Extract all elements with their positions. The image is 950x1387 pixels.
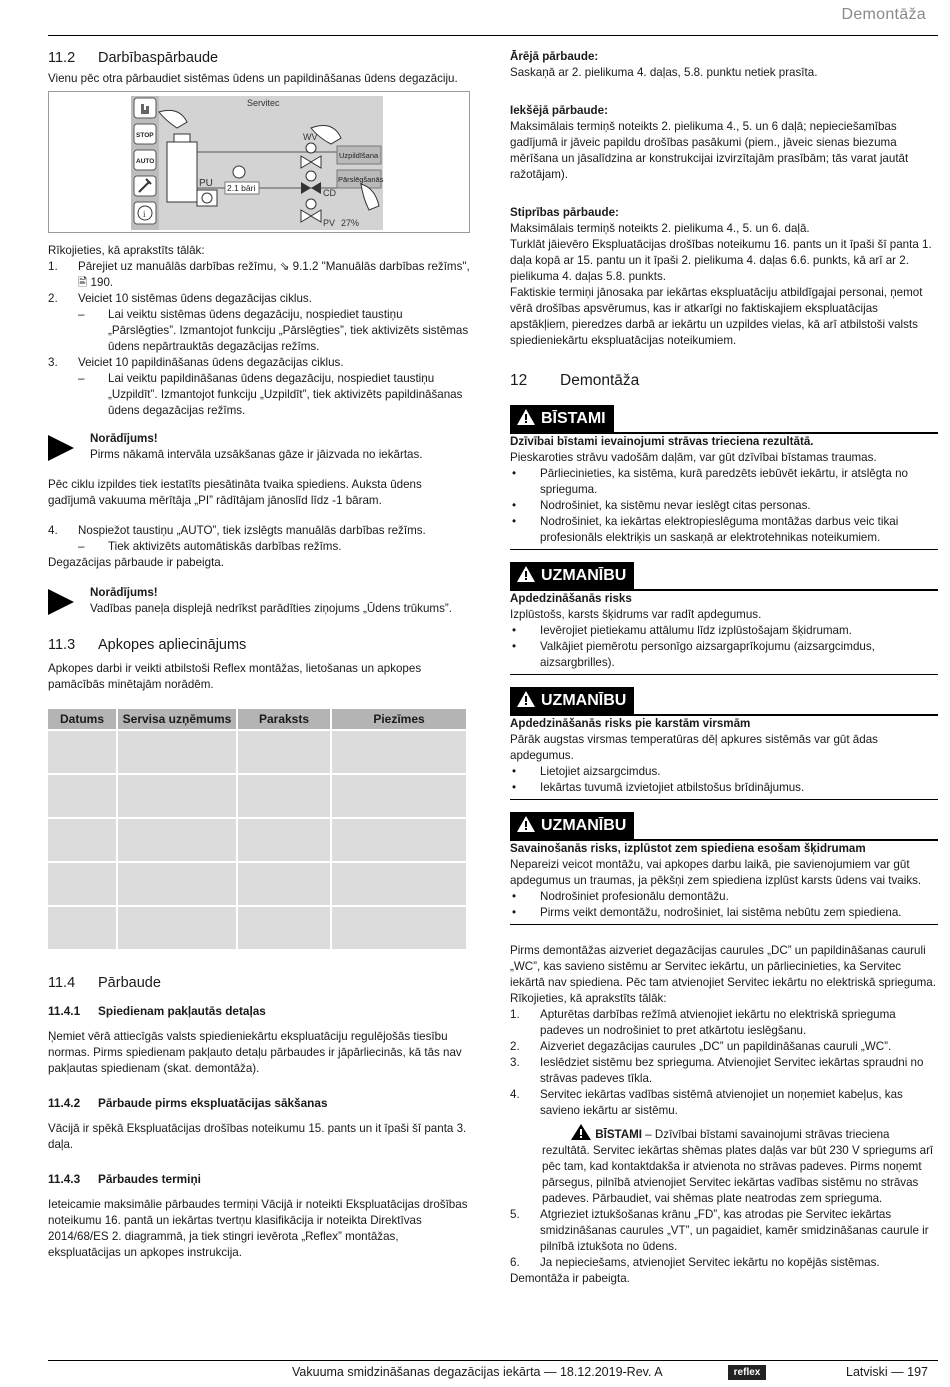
strength-check-text-1: Maksimālais termiņš noteikts 2. pielikuma 4., 5. un 6. daļā. — [510, 222, 810, 235]
section-11-3-heading: 11.3 Apkopes apliecinājums — [48, 637, 247, 653]
dismantling-follow: Rīkojieties, kā aprakstīts tālāk: — [510, 992, 667, 1005]
col-date: Datums — [48, 709, 116, 729]
service-certificate-table — [46, 707, 468, 951]
section-11-4-1-heading: 11.4.1 Spiedienam pakļautās detaļas — [48, 1004, 266, 1018]
note-2: Norādījums! Vadības paneļa displejā nedrīkst parādīties ziņojums „Ūdens trūkums”. — [48, 585, 470, 617]
col-signature: Paraksts — [238, 709, 330, 729]
follow-instruction: Rīkojieties, kā aprakstīts tālāk: — [48, 244, 205, 257]
warning-triangle-icon — [516, 815, 536, 833]
section-11-4-3-text: Ieteicamie maksimālie pārbaudes termiņi Vācijā ir noteikti Ekspluatācijas drošības noteikumu 16. pantā un iekārtas tvertņu klasifikācija ir noteikta Direktīvas 2014/68/ES 2. diagrammā, ja tiek stingri ievērota „Reflex” montāžas, ekspluatācijas un apkopes instrukcija. — [48, 1198, 468, 1259]
table-row — [48, 863, 466, 905]
caution-box-hot-surface: UZMANĪBU Apdedzināšanās risks pie karstām virsmām Pārāk augstas virsmas temperatūras dēļ apkures sistēmās var gūt ādas apdegumus. • Lietojiet aizsargcimdus. • Iekārtas tuvumā izvietojiet atbilstošus brīdinājumus. — [510, 687, 938, 800]
step-2: 2. Veiciet 10 sistēmas ūdens degazācijas ciklus. — [48, 292, 312, 305]
col-company: Servisa uzņēmums — [118, 709, 236, 729]
note-arrow-icon — [48, 435, 74, 461]
svg-text:WV: WV — [303, 132, 318, 142]
fill-button — [337, 146, 381, 164]
dismantling-intro: Pirms demontāžas aizveriet degazācijas caurules „DC” un papildināšanas cauruli „WC”, kas savieno sistēmu ar Servitec iekārtu, un pārliecinieties, ka Servitec iekārtā nav spiediena. Pēc tam atvienojiet Servitec iekārtu no elektriskā sprieguma. — [510, 944, 936, 989]
after-cycles-text: Pēc ciklu izpildes tiek iestatīts piesātināta tvaika spiediens. Auksta ūdens gadījumā vakuuma mērītāja „PI” rādītājam jānoslīd līdz -1 bāram. — [48, 478, 422, 507]
dismantle-step-5: 5. Atgrieziet iztukšošanas krānu „FD”, kas atrodas pie Servitec iekārtas smidzināšanas caurules „VT”, un pagaidiet, kamēr smidzināšanas caurule ir pilnībā iztukšota no ūdens. — [510, 1208, 929, 1253]
warning-triangle-icon — [516, 690, 536, 708]
left-column — [48, 40, 470, 1261]
reflex-logo: reflex — [728, 1365, 766, 1380]
section-11-4-1-text: Ņemiet vērā attiecīgās valsts spiedieniekārtu ekspluatāciju regulējošās tiesību normas. Pirms spiedienam pakļauto detaļu pārbaudes ir jāpārliecinās, kā tās nav pakļautas spiedienam (skat. demontāža). — [48, 1030, 462, 1075]
list-item: • Nodrošiniet, ka sistēmu nevar ieslēgt citas personas. — [512, 499, 811, 512]
page-number: 197 — [907, 1365, 929, 1379]
panel-illustration — [49, 92, 469, 232]
section-11-4-2-heading: 11.4.2 Pārbaude pirms ekspluatācijas sākšanas — [48, 1096, 328, 1110]
stop-icon — [134, 124, 156, 144]
servitec-panel-figure — [48, 91, 470, 233]
list-item: • Lietojiet aizsargcimdus. — [512, 765, 661, 778]
note-1: Norādījums! Pirms nākamā intervāla uzsākšanas gāze ir jāizvada no iekārtas. — [48, 431, 470, 463]
list-item: • Pārliecinieties, ka sistēma, kurā paredzēts iebūvēt iekārtu, ir atslēgta no sprieguma. — [512, 467, 908, 496]
svg-text:STOP: STOP — [136, 132, 154, 139]
step-1: 1. Pārejiet uz manuālās darbības režīmu, ⇘ 9.1.2 "Manuālās darbības režīms", 🖹 190. — [48, 260, 470, 289]
table-row — [48, 775, 466, 817]
svg-text:PU: PU — [199, 178, 213, 189]
footer-language: Latviski — 197 — [846, 1365, 929, 1379]
table-row — [48, 819, 466, 861]
external-check-title: Ārējā pārbaude: — [510, 50, 599, 63]
svg-text:27%: 27% — [341, 218, 360, 228]
dismantling-steps — [510, 1007, 938, 1271]
wrench-icon — [134, 176, 156, 196]
section-11-2-intro: Vienu pēc otra pārbaudiet sistēmas ūdens un papildināšanas ūdens degazāciju. — [48, 72, 458, 85]
danger-badge: BĪSTAMI — [510, 405, 614, 432]
right-column — [510, 40, 938, 1287]
svg-text:Pārslēgšanās: Pārslēgšanās — [338, 175, 384, 184]
list-item: • Nodrošiniet profesionālu demontāžu. — [512, 890, 729, 903]
section-11-3-text: Apkopes darbi ir veikti atbilstoši Reflex montāžas, lietošanas un apkopes pamācībās minētajām norādēm. — [48, 662, 422, 691]
warning-triangle-icon — [516, 565, 536, 583]
internal-check-text: Maksimālais termiņš noteikts 2. pielikuma 4., 5. un 6 daļā; nepieciešamības gadījumā ir jāveic papildu drošības pasākumi (piem., jāveic sienas biezuma mērīšana un jāsalīdzina ar konstrukcijai izvirzītajām prasībām; tās varat jautāt ražotājam). — [510, 120, 909, 181]
step-4-sub: – Tiek aktivizēts automātiskās darbības režīms. — [78, 540, 342, 553]
hand-icon — [134, 98, 156, 118]
dismantling-done: Demontāža ir pabeigta. — [510, 1272, 630, 1285]
footer-rule — [48, 1360, 938, 1361]
section-11-4-2-text: Vācijā ir spēkā Ekspluatācijas drošības noteikumu 15. pants un it īpaši šī panta 3. daļa. — [48, 1122, 467, 1151]
external-check-text: Saskaņā ar 2. pielikuma 4. daļas, 5.8. punktu netiek prasīta. — [510, 66, 818, 79]
list-item: • Valkājiet piemērotu personīgo aizsargaprīkojumu (aizsargcimdus, aizsargbrilles). — [512, 640, 875, 669]
col-notes: Piezīmes — [332, 709, 466, 729]
caution-box-burn: UZMANĪBU Apdedzināšanās risks Izplūstošs, karsts šķidrums var radīt apdegumus. • Ievērojiet pietiekamu attālumu līdz izplūstošajam šķidrumam. • Valkājiet piemērotu personīgo aizsargaprīkojumu (aizsargcimdus, aizsargbrilles). — [510, 562, 938, 675]
step-3-sub: – Lai veiktu papildināšanas ūdens degazāciju, nospiediet taustiņu „Uzpildīt”. Izmantojot funkciju „Uzpildīt”, tiek aktivizēts papildināšanas ūdens degazācijas režīms. — [78, 372, 463, 417]
list-item: • Nodrošiniet, ka iekārtas elektropieslēguma montāžas darbus veic tikai profesionāls elektriķis un saskaņā ar elektrotehnikas noteikumiem. — [512, 515, 899, 544]
section-11-4-heading: 11.4 Pārbaude — [48, 975, 161, 991]
section-12-heading: 12 Demontāža — [510, 372, 640, 389]
caution-box-pressure: UZMANĪBU Savainošanās risks, izplūstot zem spiediena esošam šķidrumam Nepareizi veicot montāžu, vai apkopes darbu laikā, pie savienojumiem var gūt apdegumus un traumas, ja pēkšņi zem spiediena izplūst karsts ūdens vai tvaiks. • Nodrošiniet profesionālu demontāžu. • Pirms veikt demontāžu, nodrošiniet, lai sistēma nebūtu zem spiediena. — [510, 812, 938, 925]
list-item: • Iekārtas tuvumā izvietojiet atbilstošus brīdinājumus. — [512, 781, 805, 794]
strength-check-text-3: Faktiskie termiņi jānosaka par iekārtas ekspluatāciju atbildīgajai personai, ņemot vērā drošības apsvērumus, kas ir atkarīgi no faktiskajiem ekspluatācijas apstākļiem, pieredzes darbā ar iekārtu un uzpildes vielas, kā arī atbilstoši valsts spiedieniekārtu ekspluatācijas noteikumiem. — [510, 286, 923, 347]
pump-icon — [197, 190, 217, 206]
info-icon — [134, 202, 156, 224]
page-header-title: Demontāža — [841, 6, 926, 23]
caution-badge: UZMANĪBU — [510, 562, 634, 589]
warning-triangle-icon — [516, 408, 536, 426]
degassing-done: Degazācijas pārbaude ir pabeigta. — [48, 556, 224, 569]
dismantle-step-2: 2. Aizveriet degazācijas caurules „DC” un papildināšanas cauruli „WC”. — [510, 1040, 892, 1053]
strength-check-text-2: Turklāt jāievēro Ekspluatācijas drošības noteikumu 16. pants un it īpaši šī panta 1. daļa kopā ar 15. pantu un it īpaši 2. pielikuma 4. daļas 6.6. punkts, kā arī ar 2. pielikuma 4. daļas 5.8. punkts. — [510, 238, 932, 283]
dismantle-step-3: 3. Ieslēdziet sistēmu bez sprieguma. Atvienojiet Servitec iekārtas spraudni no strāvas padeves tīkla. — [510, 1056, 924, 1085]
danger-box: BĪSTAMI Dzīvībai bīstami ievainojumi strāvas trieciena rezultātā. Pieskaroties strāvu vadošām daļām, var gūt dzīvībai bīstamas traumas. • Pārliecinieties, ka sistēma, kurā paredzēts iebūvēt iekārtu, ir atslēgta no sprieguma. • Nodrošiniet, ka sistēmu nevar ieslēgt citas personas. • Nodrošiniet, ka iekārtas elektropieslēguma montāžas darbus veic tikai profesionāls elektriķis un saskaņā ar elektrotehnikas noteikumiem. — [510, 405, 938, 550]
step-3: 3. Veiciet 10 papildināšanas ūdens degazācijas ciklus. — [48, 356, 344, 369]
header-rule — [48, 35, 938, 36]
step-2-sub: – Lai veiktu sistēmas ūdens degazāciju, nospiediet taustiņu „Pārslēgties”. Izmantojot funkciju „Pārslēgties”, tiek aktivizēts sistēmas ūdens nepārtrauktās degazācijas režīms. — [78, 308, 469, 353]
test-steps — [48, 259, 470, 307]
footer-doc-title: Vakuuma smidzināšanas degazācijas iekārta — 18.12.2019-Rev. A — [292, 1365, 663, 1379]
svg-text:CD: CD — [323, 188, 336, 198]
section-11-4-3-heading: 11.4.3 Pārbaudes termiņi — [48, 1172, 201, 1186]
svg-text:Uzpildīšana: Uzpildīšana — [339, 151, 379, 160]
table-row — [48, 907, 466, 949]
inline-danger-note: BĪSTAMI – Dzīvībai bīstami savainojumi strāvas trieciena rezultātā. Servitec iekārtas shēmas plates daļās var būt 230 V spriegums arī pēc tam, kad kontaktdakša ir atvienota no strāvas padeves. Pirms noņemt pārsegus, pilnībā atvienojiet Servitec iekārtas vadības sistēmu no strāvas padeves. Pārbaudiet, vai shēmas plate neatrodas zem sprieguma. — [540, 1123, 938, 1207]
svg-text:2.1 bāri: 2.1 bāri — [227, 183, 256, 193]
list-item: • Pirms veikt demontāžu, nodrošiniet, lai sistēma nebūtu zem spiediena. — [512, 906, 902, 919]
note-arrow-icon — [48, 589, 74, 615]
svg-text:AUTO: AUTO — [136, 158, 155, 165]
section-11-2-heading: 11.2 Darbībaspārbaude — [48, 50, 219, 66]
svg-text:i: i — [143, 209, 146, 219]
svg-text:PV: PV — [323, 218, 336, 228]
switch-button — [337, 170, 384, 188]
auto-icon — [134, 150, 156, 170]
dismantle-step-6: 6. Ja nepieciešams, atvienojiet Servitec iekārtu no kopējās sistēmas. — [510, 1256, 880, 1269]
caution-badge: UZMANĪBU — [510, 812, 634, 839]
strength-check-title: Stiprības pārbaude: — [510, 206, 619, 219]
table-row — [48, 731, 466, 773]
step-4: 4. Nospiežot taustiņu „AUTO”, tiek izslēgts manuālās darbības režīms. — [48, 524, 426, 537]
caution-badge: UZMANĪBU — [510, 687, 634, 714]
list-item: • Ievērojiet pietiekamu attālumu līdz izplūstošajam šķidrumam. — [512, 624, 852, 637]
dismantle-step-1: 1. Apturētas darbības režīmā atvienojiet iekārtu no elektriskā sprieguma padeves un nodrošiniet to pret atkārtotu ieslēgšanu. — [510, 1008, 896, 1037]
panel-title: Servitec — [247, 98, 280, 108]
internal-check-title: Iekšējā pārbaude: — [510, 104, 608, 117]
warning-triangle-icon — [570, 1123, 592, 1141]
dismantle-step-4: 4. Servitec iekārtas vadības sistēmā atvienojiet un noņemiet kabeļus, kas savieno iekārtu ar sistēmu. BĪSTAMI – Dzīvībai bīstami savainojumi strāvas trieciena rezultātā. Servitec iekārtas shēmas plates daļās var būt 230 V spriegums arī pēc tam, kad kontaktdakša ir atvienota no strāvas padeves. Pirms noņemt pārsegus, pilnībā atvienojiet Servitec iekārtas vadības sistēmu no strāvas padeves. Pārbaudiet, vai shēmas plate neatrodas zem sprieguma. — [510, 1087, 938, 1207]
